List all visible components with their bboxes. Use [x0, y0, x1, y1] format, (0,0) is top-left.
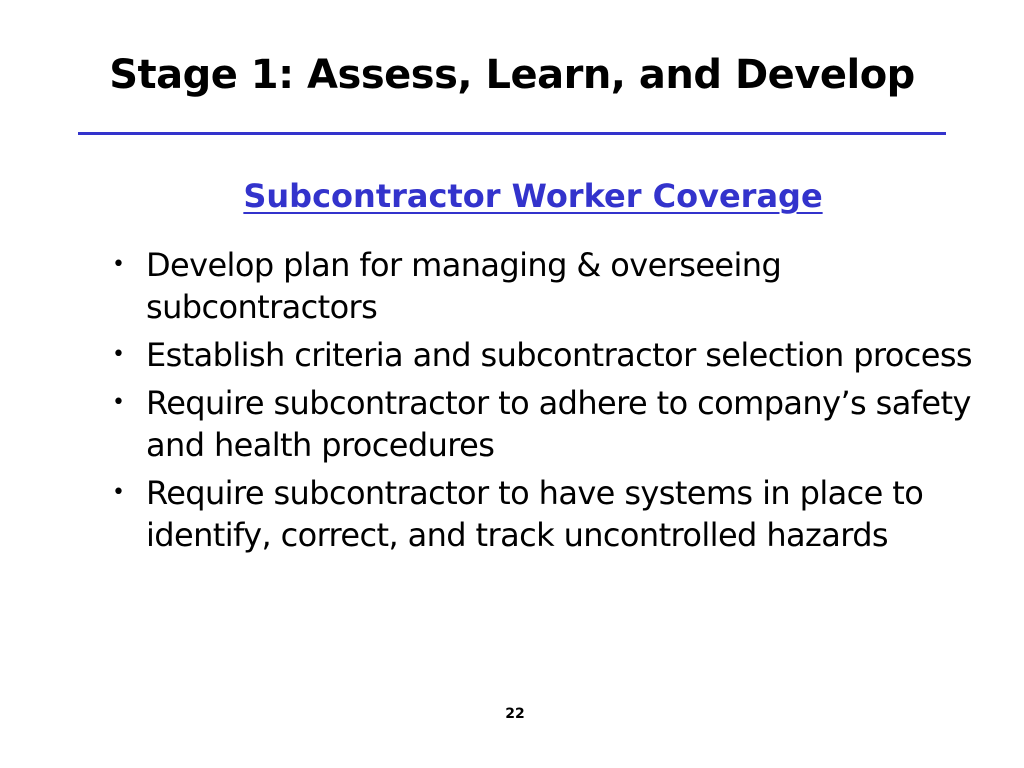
- title-divider: [78, 132, 946, 135]
- bullet-icon: •: [112, 390, 125, 415]
- bullet-text: Require subcontractor to have systems in place to identify, correct, and track uncontrolled hazards: [146, 474, 924, 554]
- bullet-item: [112, 244, 992, 328]
- bullet-item: [112, 382, 992, 466]
- slide-subtitle: Subcontractor Worker Coverage: [243, 177, 823, 215]
- bullet-icon: •: [112, 480, 125, 505]
- bullet-text: Require subcontractor to adhere to company’s safety and health procedures: [146, 384, 971, 464]
- bullet-icon: •: [112, 342, 125, 367]
- bullet-item: [112, 472, 992, 556]
- bullet-icon: •: [112, 252, 125, 277]
- bullet-text: Develop plan for managing & overseeing subcontractors: [146, 246, 782, 326]
- bullet-text: Establish criteria and subcontractor selection process: [146, 336, 972, 374]
- bullet-item: [112, 334, 992, 376]
- page-number: 22: [505, 706, 525, 722]
- bullet-list: [112, 244, 992, 562]
- slide-title: Stage 1: Assess, Learn, and Develop: [109, 52, 915, 98]
